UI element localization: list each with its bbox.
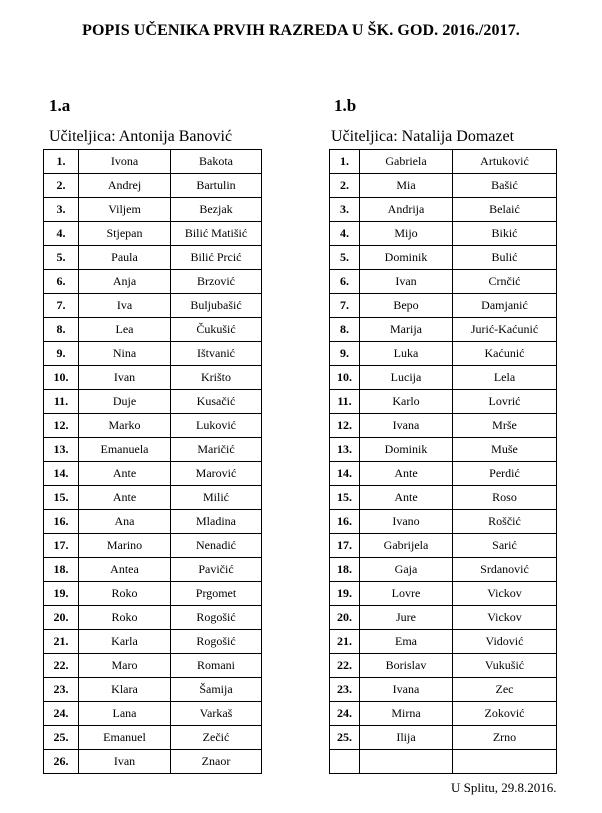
student-last-name: Maričić <box>171 438 262 462</box>
student-last-name: Vickov <box>453 606 557 630</box>
student-last-name: Vidović <box>453 630 557 654</box>
student-number: 4. <box>44 222 79 246</box>
student-last-name: Marović <box>171 462 262 486</box>
student-number: 21. <box>44 630 79 654</box>
student-first-name: Mijo <box>360 222 453 246</box>
student-number: 16. <box>44 510 79 534</box>
student-last-name: Nenadić <box>171 534 262 558</box>
student-last-name: Vukušić <box>453 654 557 678</box>
student-last-name <box>453 750 557 774</box>
student-last-name: Bartulin <box>171 174 262 198</box>
student-first-name: Ivana <box>360 414 453 438</box>
student-last-name: Buljubašić <box>171 294 262 318</box>
student-number: 19. <box>330 582 360 606</box>
student-last-name: Zoković <box>453 702 557 726</box>
student-number: 17. <box>330 534 360 558</box>
student-last-name: Muše <box>453 438 557 462</box>
class-label-1a: 1.a <box>49 96 71 115</box>
student-last-name: Bezjak <box>171 198 262 222</box>
student-first-name: Marino <box>79 534 171 558</box>
student-number: 14. <box>330 462 360 486</box>
student-number: 15. <box>44 486 79 510</box>
table-row <box>330 534 557 558</box>
student-number: 16. <box>330 510 360 534</box>
student-first-name: Antea <box>79 558 171 582</box>
table-row <box>330 462 557 486</box>
student-last-name: Bulić <box>453 246 557 270</box>
student-number: 24. <box>44 702 79 726</box>
table-row <box>330 630 557 654</box>
student-last-name: Srdanović <box>453 558 557 582</box>
student-first-name: Emanuel <box>79 726 171 750</box>
roster-table-1a <box>43 149 262 774</box>
table-row <box>330 342 557 366</box>
teacher-1a: Učiteljica: Antonija Banović <box>49 128 233 145</box>
student-first-name: Lucija <box>360 366 453 390</box>
table-row <box>44 630 262 654</box>
student-last-name: Varkaš <box>171 702 262 726</box>
student-first-name: Ante <box>360 462 453 486</box>
table-row <box>44 150 262 174</box>
student-first-name: Stjepan <box>79 222 171 246</box>
student-number <box>330 750 360 774</box>
page-title: POPIS UČENIKA PRVIH RAZREDA U ŠK. GOD. 2016./2017. <box>82 22 520 39</box>
table-row <box>44 558 262 582</box>
student-first-name: Maro <box>79 654 171 678</box>
table-row <box>330 606 557 630</box>
student-last-name: Crnčić <box>453 270 557 294</box>
student-number: 23. <box>44 678 79 702</box>
student-last-name: Bašić <box>453 174 557 198</box>
student-first-name: Luka <box>360 342 453 366</box>
table-row <box>44 270 262 294</box>
student-first-name: Anja <box>79 270 171 294</box>
table-row <box>44 606 262 630</box>
table-row <box>330 726 557 750</box>
student-number: 6. <box>330 270 360 294</box>
student-number: 23. <box>330 678 360 702</box>
student-first-name: Ilija <box>360 726 453 750</box>
table-row <box>330 414 557 438</box>
student-last-name: Mladina <box>171 510 262 534</box>
student-number: 13. <box>44 438 79 462</box>
student-number: 20. <box>330 606 360 630</box>
table-row <box>330 438 557 462</box>
student-first-name: Lea <box>79 318 171 342</box>
table-row <box>330 174 557 198</box>
table-row <box>44 294 262 318</box>
table-row <box>330 246 557 270</box>
student-number: 4. <box>330 222 360 246</box>
student-first-name: Ivano <box>360 510 453 534</box>
student-last-name: Zrno <box>453 726 557 750</box>
table-row <box>330 702 557 726</box>
student-last-name: Bilić Matišić <box>171 222 262 246</box>
student-first-name: Paula <box>79 246 171 270</box>
table-row <box>330 750 557 774</box>
student-last-name: Lovrić <box>453 390 557 414</box>
student-number: 25. <box>330 726 360 750</box>
table-row <box>330 654 557 678</box>
student-last-name: Brzović <box>171 270 262 294</box>
student-first-name: Ana <box>79 510 171 534</box>
student-number: 8. <box>44 318 79 342</box>
student-last-name: Zečić <box>171 726 262 750</box>
student-first-name: Nina <box>79 342 171 366</box>
student-first-name <box>360 750 453 774</box>
student-last-name: Prgomet <box>171 582 262 606</box>
student-last-name: Lela <box>453 366 557 390</box>
student-first-name: Ivana <box>360 678 453 702</box>
student-last-name: Pavičić <box>171 558 262 582</box>
student-number: 19. <box>44 582 79 606</box>
student-last-name: Bikić <box>453 222 557 246</box>
student-last-name: Šamija <box>171 678 262 702</box>
student-first-name: Iva <box>79 294 171 318</box>
table-row <box>44 198 262 222</box>
student-first-name: Karla <box>79 630 171 654</box>
student-number: 26. <box>44 750 79 774</box>
student-first-name: Klara <box>79 678 171 702</box>
table-row <box>330 678 557 702</box>
student-first-name: Emanuela <box>79 438 171 462</box>
student-last-name: Kaćunić <box>453 342 557 366</box>
student-number: 5. <box>330 246 360 270</box>
table-row <box>44 534 262 558</box>
student-first-name: Viljem <box>79 198 171 222</box>
student-first-name: Lovre <box>360 582 453 606</box>
student-last-name: Romani <box>171 654 262 678</box>
table-row <box>330 294 557 318</box>
student-number: 18. <box>330 558 360 582</box>
student-first-name: Gabrijela <box>360 534 453 558</box>
table-row <box>330 390 557 414</box>
student-number: 18. <box>44 558 79 582</box>
student-first-name: Ante <box>79 462 171 486</box>
student-first-name: Karlo <box>360 390 453 414</box>
class-label-1b: 1.b <box>334 96 357 115</box>
student-number: 2. <box>44 174 79 198</box>
table-row <box>44 438 262 462</box>
student-number: 10. <box>330 366 360 390</box>
student-number: 20. <box>44 606 79 630</box>
table-row <box>44 414 262 438</box>
student-number: 22. <box>330 654 360 678</box>
roster-table-1b <box>329 149 557 774</box>
student-number: 3. <box>330 198 360 222</box>
student-first-name: Ivan <box>79 750 171 774</box>
table-row <box>44 582 262 606</box>
student-last-name: Krišto <box>171 366 262 390</box>
student-last-name: Milić <box>171 486 262 510</box>
student-number: 13. <box>330 438 360 462</box>
student-last-name: Kusačić <box>171 390 262 414</box>
student-last-name: Luković <box>171 414 262 438</box>
student-first-name: Marko <box>79 414 171 438</box>
table-row <box>44 726 262 750</box>
student-first-name: Bepo <box>360 294 453 318</box>
student-first-name: Mia <box>360 174 453 198</box>
table-row <box>44 174 262 198</box>
student-last-name: Damjanić <box>453 294 557 318</box>
student-last-name: Roso <box>453 486 557 510</box>
table-row <box>330 318 557 342</box>
table-row <box>44 318 262 342</box>
student-last-name: Čukušić <box>171 318 262 342</box>
student-first-name: Ivan <box>360 270 453 294</box>
student-number: 15. <box>330 486 360 510</box>
student-number: 6. <box>44 270 79 294</box>
student-last-name: Belaić <box>453 198 557 222</box>
place-date: U Splitu, 29.8.2016. <box>451 780 557 795</box>
student-number: 10. <box>44 366 79 390</box>
student-first-name: Roko <box>79 606 171 630</box>
student-first-name: Dominik <box>360 246 453 270</box>
student-last-name: Bilić Prcić <box>171 246 262 270</box>
table-row <box>44 510 262 534</box>
student-first-name: Duje <box>79 390 171 414</box>
student-first-name: Andrija <box>360 198 453 222</box>
student-last-name: Jurić-Kaćunić <box>453 318 557 342</box>
student-number: 7. <box>330 294 360 318</box>
student-first-name: Marija <box>360 318 453 342</box>
student-last-name: Perdić <box>453 462 557 486</box>
table-row <box>330 270 557 294</box>
table-row <box>44 654 262 678</box>
student-last-name: Sarić <box>453 534 557 558</box>
student-first-name: Jure <box>360 606 453 630</box>
table-row <box>44 486 262 510</box>
student-first-name: Ante <box>360 486 453 510</box>
student-number: 9. <box>330 342 360 366</box>
table-row <box>330 486 557 510</box>
table-row <box>330 510 557 534</box>
table-row <box>44 702 262 726</box>
table-row <box>330 582 557 606</box>
student-last-name: Znaor <box>171 750 262 774</box>
student-first-name: Gabriela <box>360 150 453 174</box>
student-first-name: Lana <box>79 702 171 726</box>
student-number: 5. <box>44 246 79 270</box>
student-last-name: Zec <box>453 678 557 702</box>
student-number: 17. <box>44 534 79 558</box>
table-row <box>44 678 262 702</box>
table-row <box>44 750 262 774</box>
student-number: 21. <box>330 630 360 654</box>
table-row <box>44 366 262 390</box>
table-row <box>330 150 557 174</box>
student-number: 2. <box>330 174 360 198</box>
table-row <box>44 246 262 270</box>
student-number: 22. <box>44 654 79 678</box>
student-first-name: Roko <box>79 582 171 606</box>
student-first-name: Ivan <box>79 366 171 390</box>
table-row <box>330 222 557 246</box>
student-number: 1. <box>44 150 79 174</box>
student-last-name: Vickov <box>453 582 557 606</box>
table-row <box>44 462 262 486</box>
student-last-name: Roščić <box>453 510 557 534</box>
student-last-name: Mrše <box>453 414 557 438</box>
teacher-1b: Učiteljica: Natalija Domazet <box>331 128 515 145</box>
student-number: 25. <box>44 726 79 750</box>
table-row <box>330 558 557 582</box>
student-first-name: Borislav <box>360 654 453 678</box>
student-number: 7. <box>44 294 79 318</box>
student-first-name: Gaja <box>360 558 453 582</box>
student-number: 12. <box>44 414 79 438</box>
table-row <box>44 222 262 246</box>
student-number: 8. <box>330 318 360 342</box>
student-first-name: Ema <box>360 630 453 654</box>
student-last-name: Rogošić <box>171 630 262 654</box>
student-first-name: Ante <box>79 486 171 510</box>
student-last-name: Bakota <box>171 150 262 174</box>
student-last-name: Rogošić <box>171 606 262 630</box>
student-first-name: Ivona <box>79 150 171 174</box>
table-row <box>330 198 557 222</box>
student-last-name: Artuković <box>453 150 557 174</box>
student-first-name: Andrej <box>79 174 171 198</box>
student-number: 11. <box>44 390 79 414</box>
student-first-name: Mirna <box>360 702 453 726</box>
table-row <box>44 390 262 414</box>
table-row <box>330 366 557 390</box>
student-number: 12. <box>330 414 360 438</box>
student-last-name: Ištvanić <box>171 342 262 366</box>
student-number: 1. <box>330 150 360 174</box>
student-number: 24. <box>330 702 360 726</box>
student-number: 9. <box>44 342 79 366</box>
student-number: 14. <box>44 462 79 486</box>
student-number: 3. <box>44 198 79 222</box>
student-first-name: Dominik <box>360 438 453 462</box>
student-number: 11. <box>330 390 360 414</box>
table-row <box>44 342 262 366</box>
